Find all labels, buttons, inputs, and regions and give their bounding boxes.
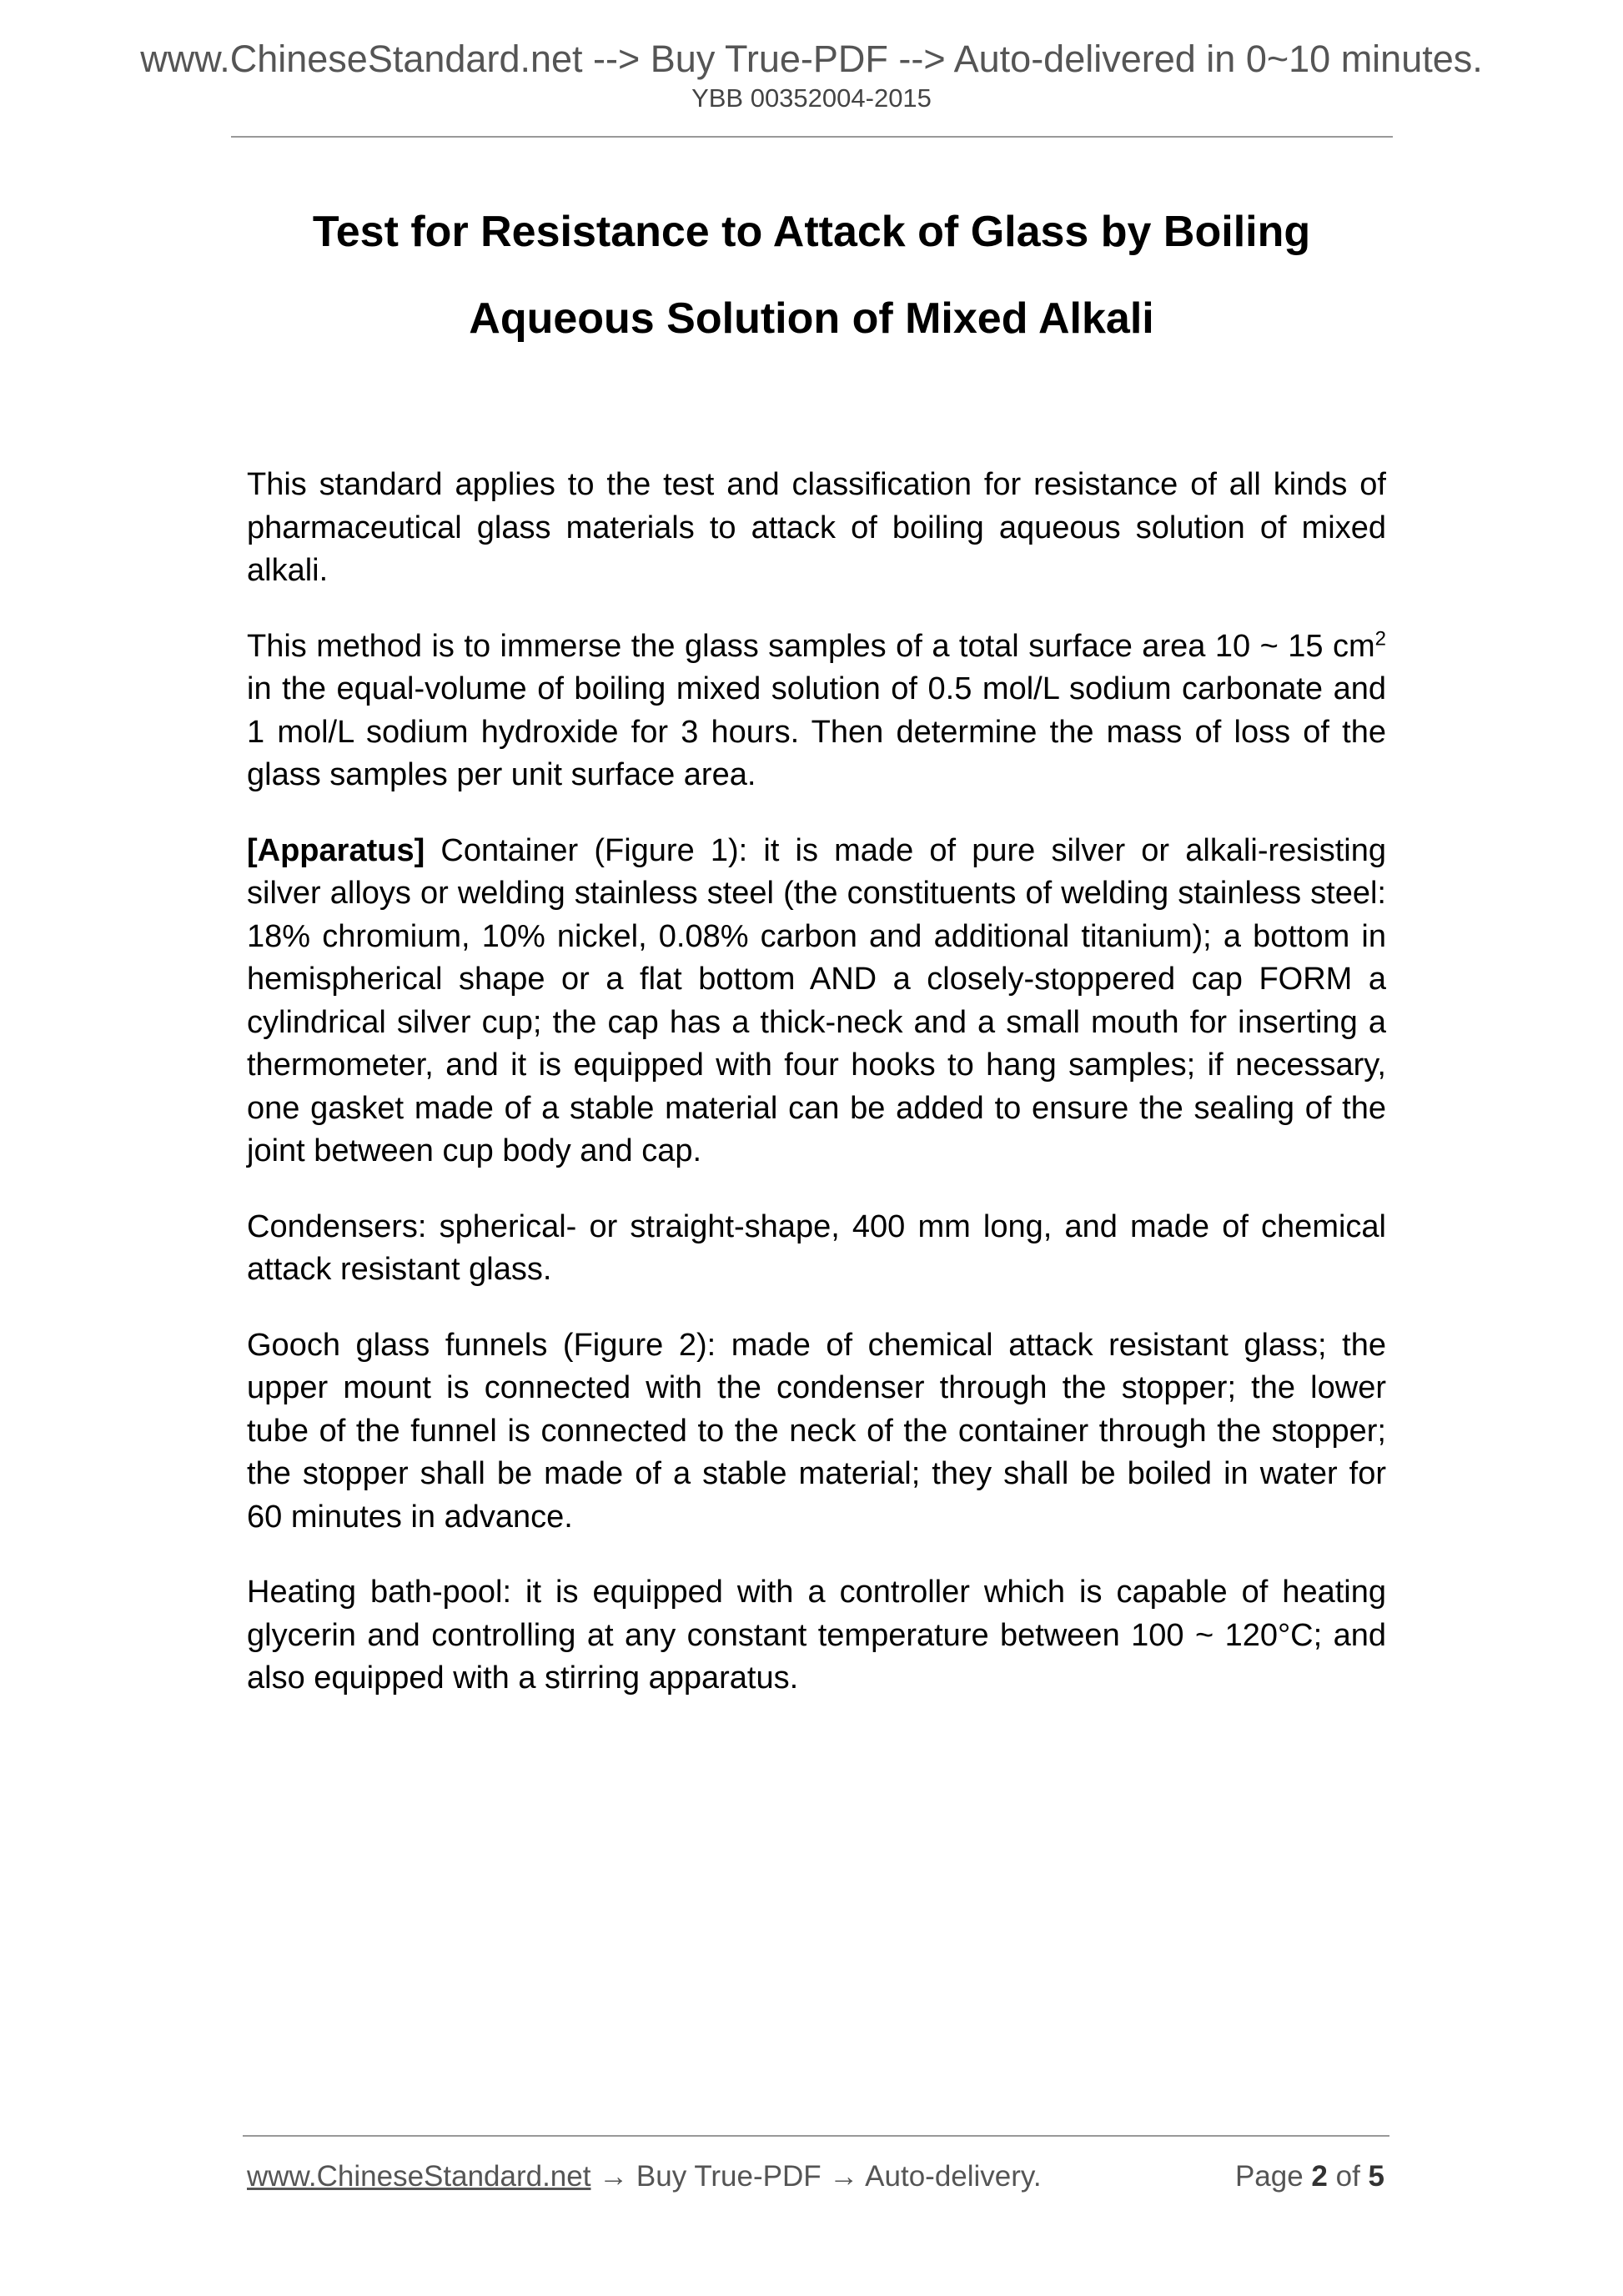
paragraph-apparatus: [247, 830, 1386, 1173]
method-text-end: in the equal-volume of boiling mixed solution of 0.5 mol/L sodium carbonate and 1 mol/L sodium hydroxide for 3 hours. Then determine the mass of loss of the glass samples per unit surface area.: [247, 671, 1386, 792]
paragraph-heating-bath: Heating bath-pool: it is equipped with a controller which is capable of heating glycerin and controlling at any constant temperature between 100 ~ 120°C; and also equipped with a stirring apparatus.: [247, 1575, 1386, 1696]
paragraph-condensers: Condensers: spherical- or straight-shape, 400 mm long, and made of chemical attack resistant glass.: [247, 1208, 1386, 1287]
title-line-2: Aqueous Solution of Mixed Alkali: [469, 294, 1154, 343]
footer-tagline: → Buy True-PDF → Auto-delivery.: [590, 2160, 1042, 2193]
apparatus-text: Container (Figure 1): it is made of pure silver or alkali-resisting silver alloys or welding stainless steel (the constituents of welding stainless steel: 18% chromium, 10% nickel, 0.08% carbon and additional titanium); a bottom in hemispherical shape or a flat bottom AND a closely-stoppered cap FORM a cylindrical silver cup; the cap has a thick-neck and a small mouth for inserting a thermometer, and it is equipped with four hooks to hang samples; if necessary, one gasket made of a stable material can be added to ensure the sealing of the joint between cup body and cap.: [247, 832, 1386, 1168]
paragraph-method: [247, 625, 1386, 797]
paragraph-scope: This standard applies to the test and classification for resistance of all kinds of pharmaceutical glass materials to attack of boiling aqueous solution of mixed alkali.: [247, 467, 1386, 588]
document-id: YBB 00352004-2015: [691, 83, 932, 113]
method-text-start: This method is to immerse the glass samples of a total surface area 10 ~ 15 cm: [247, 628, 1375, 664]
paragraph-gooch-funnels: Gooch glass funnels (Figure 2): made of chemical attack resistant glass; the upper mount is connected with the condenser through the stopper; the lower tube of the funnel is connected to the neck of the container through the stopper; the stopper shall be made of a stable material; they shall be boiled in water for 60 minutes in advance.: [247, 1327, 1386, 1535]
page-indicator: [1235, 2158, 1384, 2195]
title-line-1: Test for Resistance to Attack of Glass by Boiling: [312, 208, 1311, 256]
footer-divider: [243, 2135, 1389, 2137]
footer-site-link[interactable]: www.ChineseStandard.net: [247, 2160, 591, 2193]
apparatus-label: [Apparatus]: [247, 832, 425, 868]
footer-left: [247, 2158, 1042, 2195]
superscript-2: 2: [1374, 626, 1386, 650]
page-word: Page: [1234, 2160, 1312, 2193]
page-number: 2: [1311, 2160, 1328, 2193]
page-title: [167, 188, 1456, 362]
of-word: of: [1327, 2160, 1369, 2193]
document-body: [247, 464, 1386, 1733]
page-total: 5: [1368, 2160, 1384, 2193]
header-banner: www.ChineseStandard.net --> Buy True-PDF --> Auto-delivered in 0~10 minutes.: [140, 38, 1483, 80]
header-divider: [231, 136, 1393, 138]
